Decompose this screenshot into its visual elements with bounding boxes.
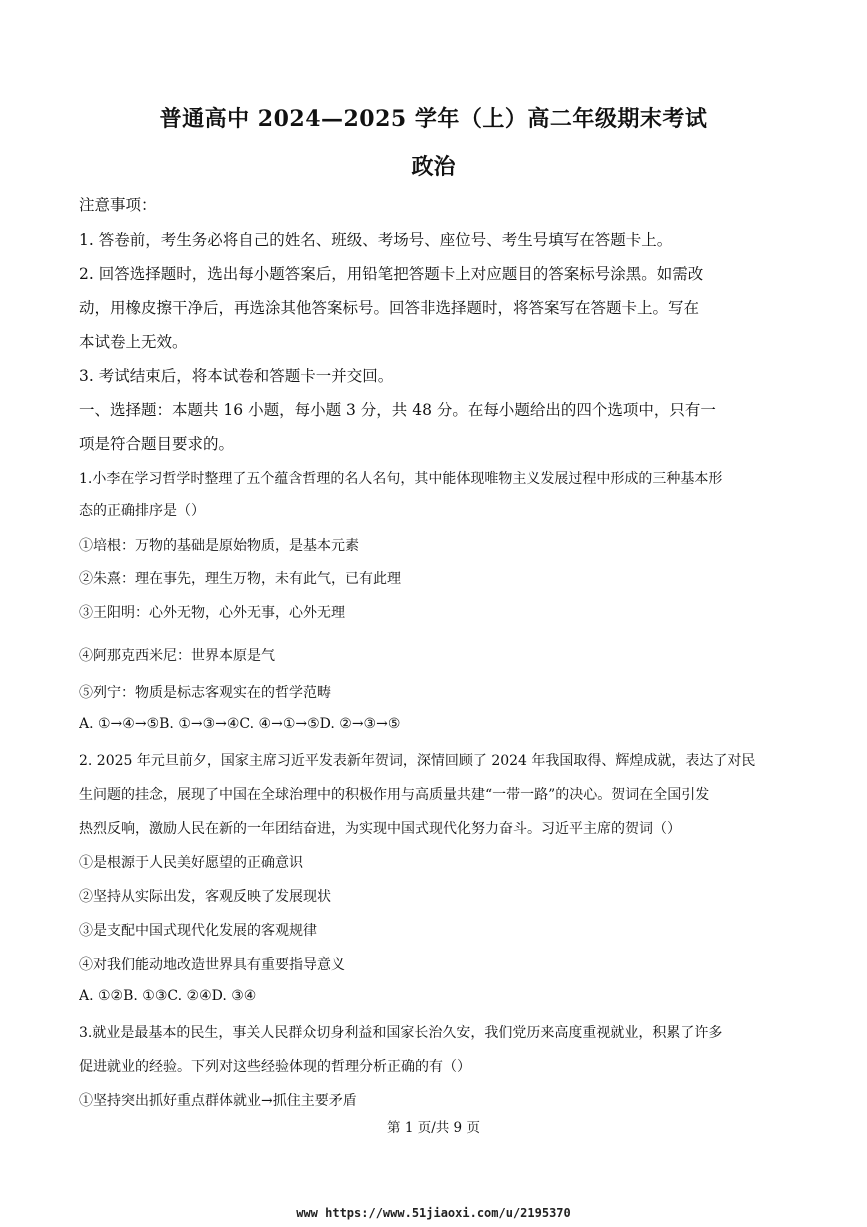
question-2-option-3: ③是支配中国式现代化发展的客观规律 xyxy=(79,923,317,939)
question-3-stem-line-2: 促进就业的经验。下列对这些经验体现的哲理分析正确的有（） xyxy=(79,1059,471,1075)
question-1-option-3: ③王阳明：心外无物，心外无事，心外无理 xyxy=(79,605,345,621)
question-2-option-2: ②坚持从实际出发，客观反映了发展现状 xyxy=(79,889,331,905)
instruction-item-3: 3. 考试结束后，将本试卷和答题卡一并交回。 xyxy=(79,367,394,385)
question-2-stem-line-3: 热烈反响，激励人民在新的一年团结奋进，为实现中国式现代化努力奋斗。习近平主席的贺词（） xyxy=(79,821,681,837)
question-1-stem-line-2: 态的正确排序是（） xyxy=(79,503,205,519)
question-1-option-5: ⑤列宁：物质是标志客观实在的哲学范畴 xyxy=(79,685,331,701)
question-2-option-1: ①是根源于人民美好愿望的正确意识 xyxy=(79,855,303,871)
question-1-option-2: ②朱熹：理在事先，理生万物，未有此气，已有此理 xyxy=(79,571,401,587)
instructions-heading: 注意事项： xyxy=(79,196,157,214)
instruction-item-2-line-1: 2. 回答选择题时，选出每小题答案后，用铅笔把答题卡上对应题目的答案标号涂黑。如需改 xyxy=(79,265,704,283)
instruction-item-1: 1. 答卷前，考生务必将自己的姓名、班级、考场号、座位号、考生号填写在答题卡上。 xyxy=(79,231,673,249)
instruction-item-2-line-2: 动，用橡皮擦干净后，再选涂其他答案标号。回答非选择题时，将答案写在答题卡上。写在 xyxy=(79,299,700,317)
question-1-answers: A. ①→④→⑤B. ①→③→④C. ④→①→⑤D. ②→③→⑤ xyxy=(79,716,401,732)
question-2-answers: A. ①②B. ①③C. ②④D. ③④ xyxy=(79,988,257,1004)
question-1-stem-line-1: 1.小李在学习哲学时整理了五个蕴含哲理的名人名句，其中能体现唯物主义发展过程中形成的三种基本形 xyxy=(79,471,723,487)
question-3-stem-line-1: 3.就业是最基本的民生，事关人民群众切身利益和国家长治久安，我们党历来高度重视就业，积累了许多 xyxy=(79,1025,723,1041)
exam-title: 普通高中 2024—2025 学年（上）高二年级期末考试 xyxy=(159,106,708,132)
exam-subject: 政治 xyxy=(411,154,456,180)
instruction-item-2-line-3: 本试卷上无效。 xyxy=(79,333,188,351)
question-1-option-1: ①培根：万物的基础是原始物质，是基本元素 xyxy=(79,538,359,554)
page-number: 第 1 页/共 9 页 xyxy=(387,1120,480,1136)
source-watermark: www https://www.51jiaoxi.com/u/2195370 xyxy=(296,1206,571,1220)
question-3-option-1: ①坚持突出抓好重点群体就业→抓住主要矛盾 xyxy=(79,1093,357,1109)
question-2-stem-line-1: 2. 2025 年元旦前夕，国家主席习近平发表新年贺词，深情回顾了 2024 年我国取得、辉煌成就，表达了对民 xyxy=(79,753,756,769)
section-heading-line-2: 项是符合题目要求的。 xyxy=(79,435,235,453)
question-2-option-4: ④对我们能动地改造世界具有重要指导意义 xyxy=(79,957,345,973)
question-2-stem-line-2: 生问题的挂念，展现了中国在全球治理中的积极作用与高质量共建“一带一路”的决心。贺词在全国引发 xyxy=(79,787,710,803)
question-1-option-4: ④阿那克西米尼：世界本原是气 xyxy=(79,648,275,664)
section-heading-line-1: 一、选择题：本题共 16 小题，每小题 3 分，共 48 分。在每小题给出的四个选项中，只有一 xyxy=(79,401,716,419)
